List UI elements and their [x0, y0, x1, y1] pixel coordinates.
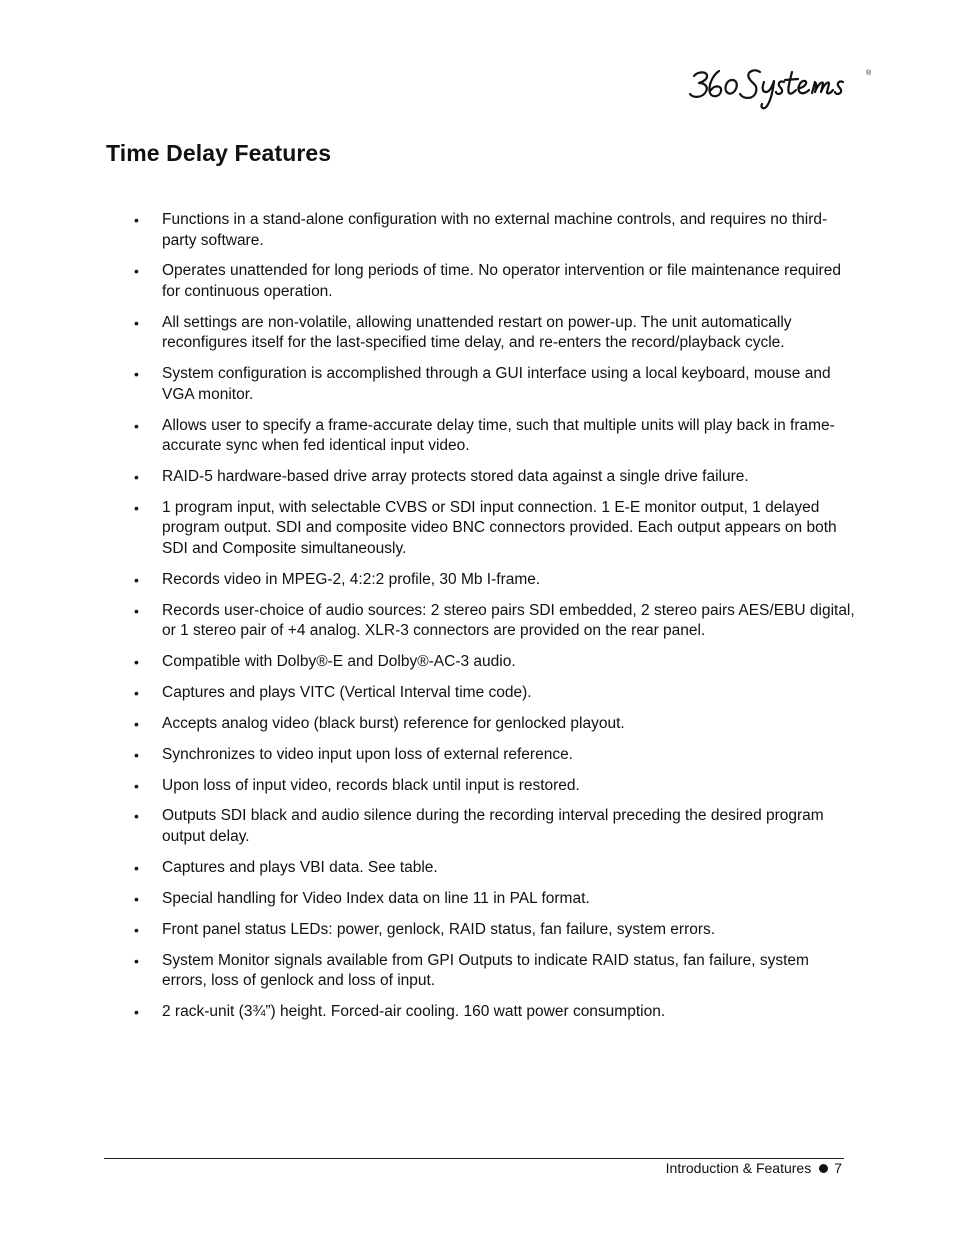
feature-item — [0, 1002, 954, 1023]
feature-text: Special handling for Video Index data on line 11 in PAL format. — [162, 889, 590, 907]
bullet-icon: • — [134, 952, 139, 969]
bullet-icon: • — [134, 417, 139, 434]
footer-bullet-icon — [819, 1164, 828, 1173]
bullet-icon: • — [134, 366, 139, 383]
feature-item — [0, 467, 954, 488]
footer-section-title: Introduction & Features — [665, 1160, 812, 1176]
feature-text: Outputs SDI black and audio silence during the recording interval preceding the desired program output delay. — [162, 807, 824, 845]
bullet-icon: • — [134, 571, 139, 588]
bullet-icon: • — [134, 468, 139, 485]
feature-item — [0, 683, 954, 704]
feature-item — [0, 416, 954, 457]
feature-item — [0, 601, 954, 642]
bullet-icon: • — [134, 314, 139, 331]
bullet-icon: • — [134, 654, 139, 671]
feature-item — [0, 858, 954, 879]
feature-text: Accepts analog video (black burst) reference for genlocked playout. — [162, 714, 625, 732]
feature-text: Functions in a stand-alone configuration with no external machine controls, and requires no third-party software. — [162, 211, 828, 249]
feature-item — [0, 210, 954, 251]
feature-text: System configuration is accomplished through a GUI interface using a local keyboard, mouse and VGA monitor. — [162, 365, 831, 403]
feature-list — [0, 210, 954, 1033]
feature-item — [0, 745, 954, 766]
feature-text: Front panel status LEDs: power, genlock, RAID status, fan failure, system errors. — [162, 920, 716, 938]
360-systems-logo-mark — [688, 62, 878, 112]
feature-item — [0, 261, 954, 302]
page-title: Time Delay Features — [106, 140, 332, 166]
footer-divider — [104, 1158, 844, 1159]
feature-item — [0, 889, 954, 910]
feature-text: Compatible with Dolby®-E and Dolby®-AC-3 audio. — [162, 653, 516, 671]
page-footer — [666, 1160, 842, 1176]
bullet-icon: • — [134, 746, 139, 763]
feature-text: Captures and plays VBI data. See table. — [162, 858, 438, 876]
bullet-icon: • — [134, 890, 139, 907]
feature-text: 1 program input, with selectable CVBS or SDI input connection. 1 E-E monitor output, 1 delayed program output. SDI and composite video BNC connectors provided. Each output appears on both SDI and Composite simultaneously. — [162, 498, 837, 557]
feature-text: Synchronizes to video input upon loss of external reference. — [162, 745, 573, 763]
bullet-icon: • — [134, 715, 139, 732]
feature-item — [0, 776, 954, 797]
feature-text: Captures and plays VITC (Vertical Interval time code). — [162, 683, 532, 701]
feature-item — [0, 714, 954, 735]
feature-text: Upon loss of input video, records black until input is restored. — [162, 776, 580, 794]
bullet-icon: • — [134, 808, 139, 825]
registered-mark: ® — [866, 70, 872, 77]
feature-text: All settings are non-volatile, allowing unattended restart on power-up. The unit automatically reconfigures itself for the last-specified time delay, and re-enters the record/playback cycle. — [162, 313, 792, 352]
bullet-icon: • — [134, 777, 139, 794]
company-logo — [688, 62, 878, 112]
bullet-icon: • — [134, 602, 139, 619]
bullet-icon: • — [134, 859, 139, 876]
feature-item — [0, 920, 954, 941]
feature-item — [0, 652, 954, 673]
bullet-icon: • — [134, 212, 139, 228]
feature-text: Allows user to specify a frame-accurate delay time, such that multiple units will play back in frame-accurate sync when fed identical input video. — [162, 416, 835, 455]
feature-item — [0, 313, 954, 354]
feature-item — [0, 951, 954, 992]
feature-text: Records user-choice of audio sources: 2 stereo pairs SDI embedded, 2 stereo pairs AES/EBU digital, or 1 stereo pair of +4 analog. XLR-3 connectors are provided on the rear panel. — [162, 601, 855, 640]
feature-text: 2 rack-unit (3¾”) height. Forced-air cooling. 160 watt power consumption. — [162, 1002, 666, 1020]
feature-item — [0, 806, 954, 847]
bullet-icon: • — [134, 921, 139, 938]
bullet-icon: • — [134, 499, 139, 516]
feature-text: System Monitor signals available from GPI Outputs to indicate RAID status, fan failure, system errors, loss of genlock and loss of input. — [162, 951, 809, 990]
bullet-icon: • — [134, 684, 139, 701]
feature-text: Operates unattended for long periods of time. No operator intervention or file maintenance required for continuous operation. — [162, 262, 841, 300]
page-number: 7 — [834, 1160, 842, 1176]
feature-item — [0, 498, 954, 560]
feature-text: RAID-5 hardware-based drive array protects stored data against a single drive failure. — [162, 467, 749, 485]
bullet-icon: • — [134, 263, 139, 280]
feature-item — [0, 364, 954, 405]
feature-item — [0, 570, 954, 591]
bullet-icon: • — [134, 1003, 139, 1020]
feature-text: Records video in MPEG-2, 4:2:2 profile, 30 Mb I-frame. — [162, 570, 541, 588]
